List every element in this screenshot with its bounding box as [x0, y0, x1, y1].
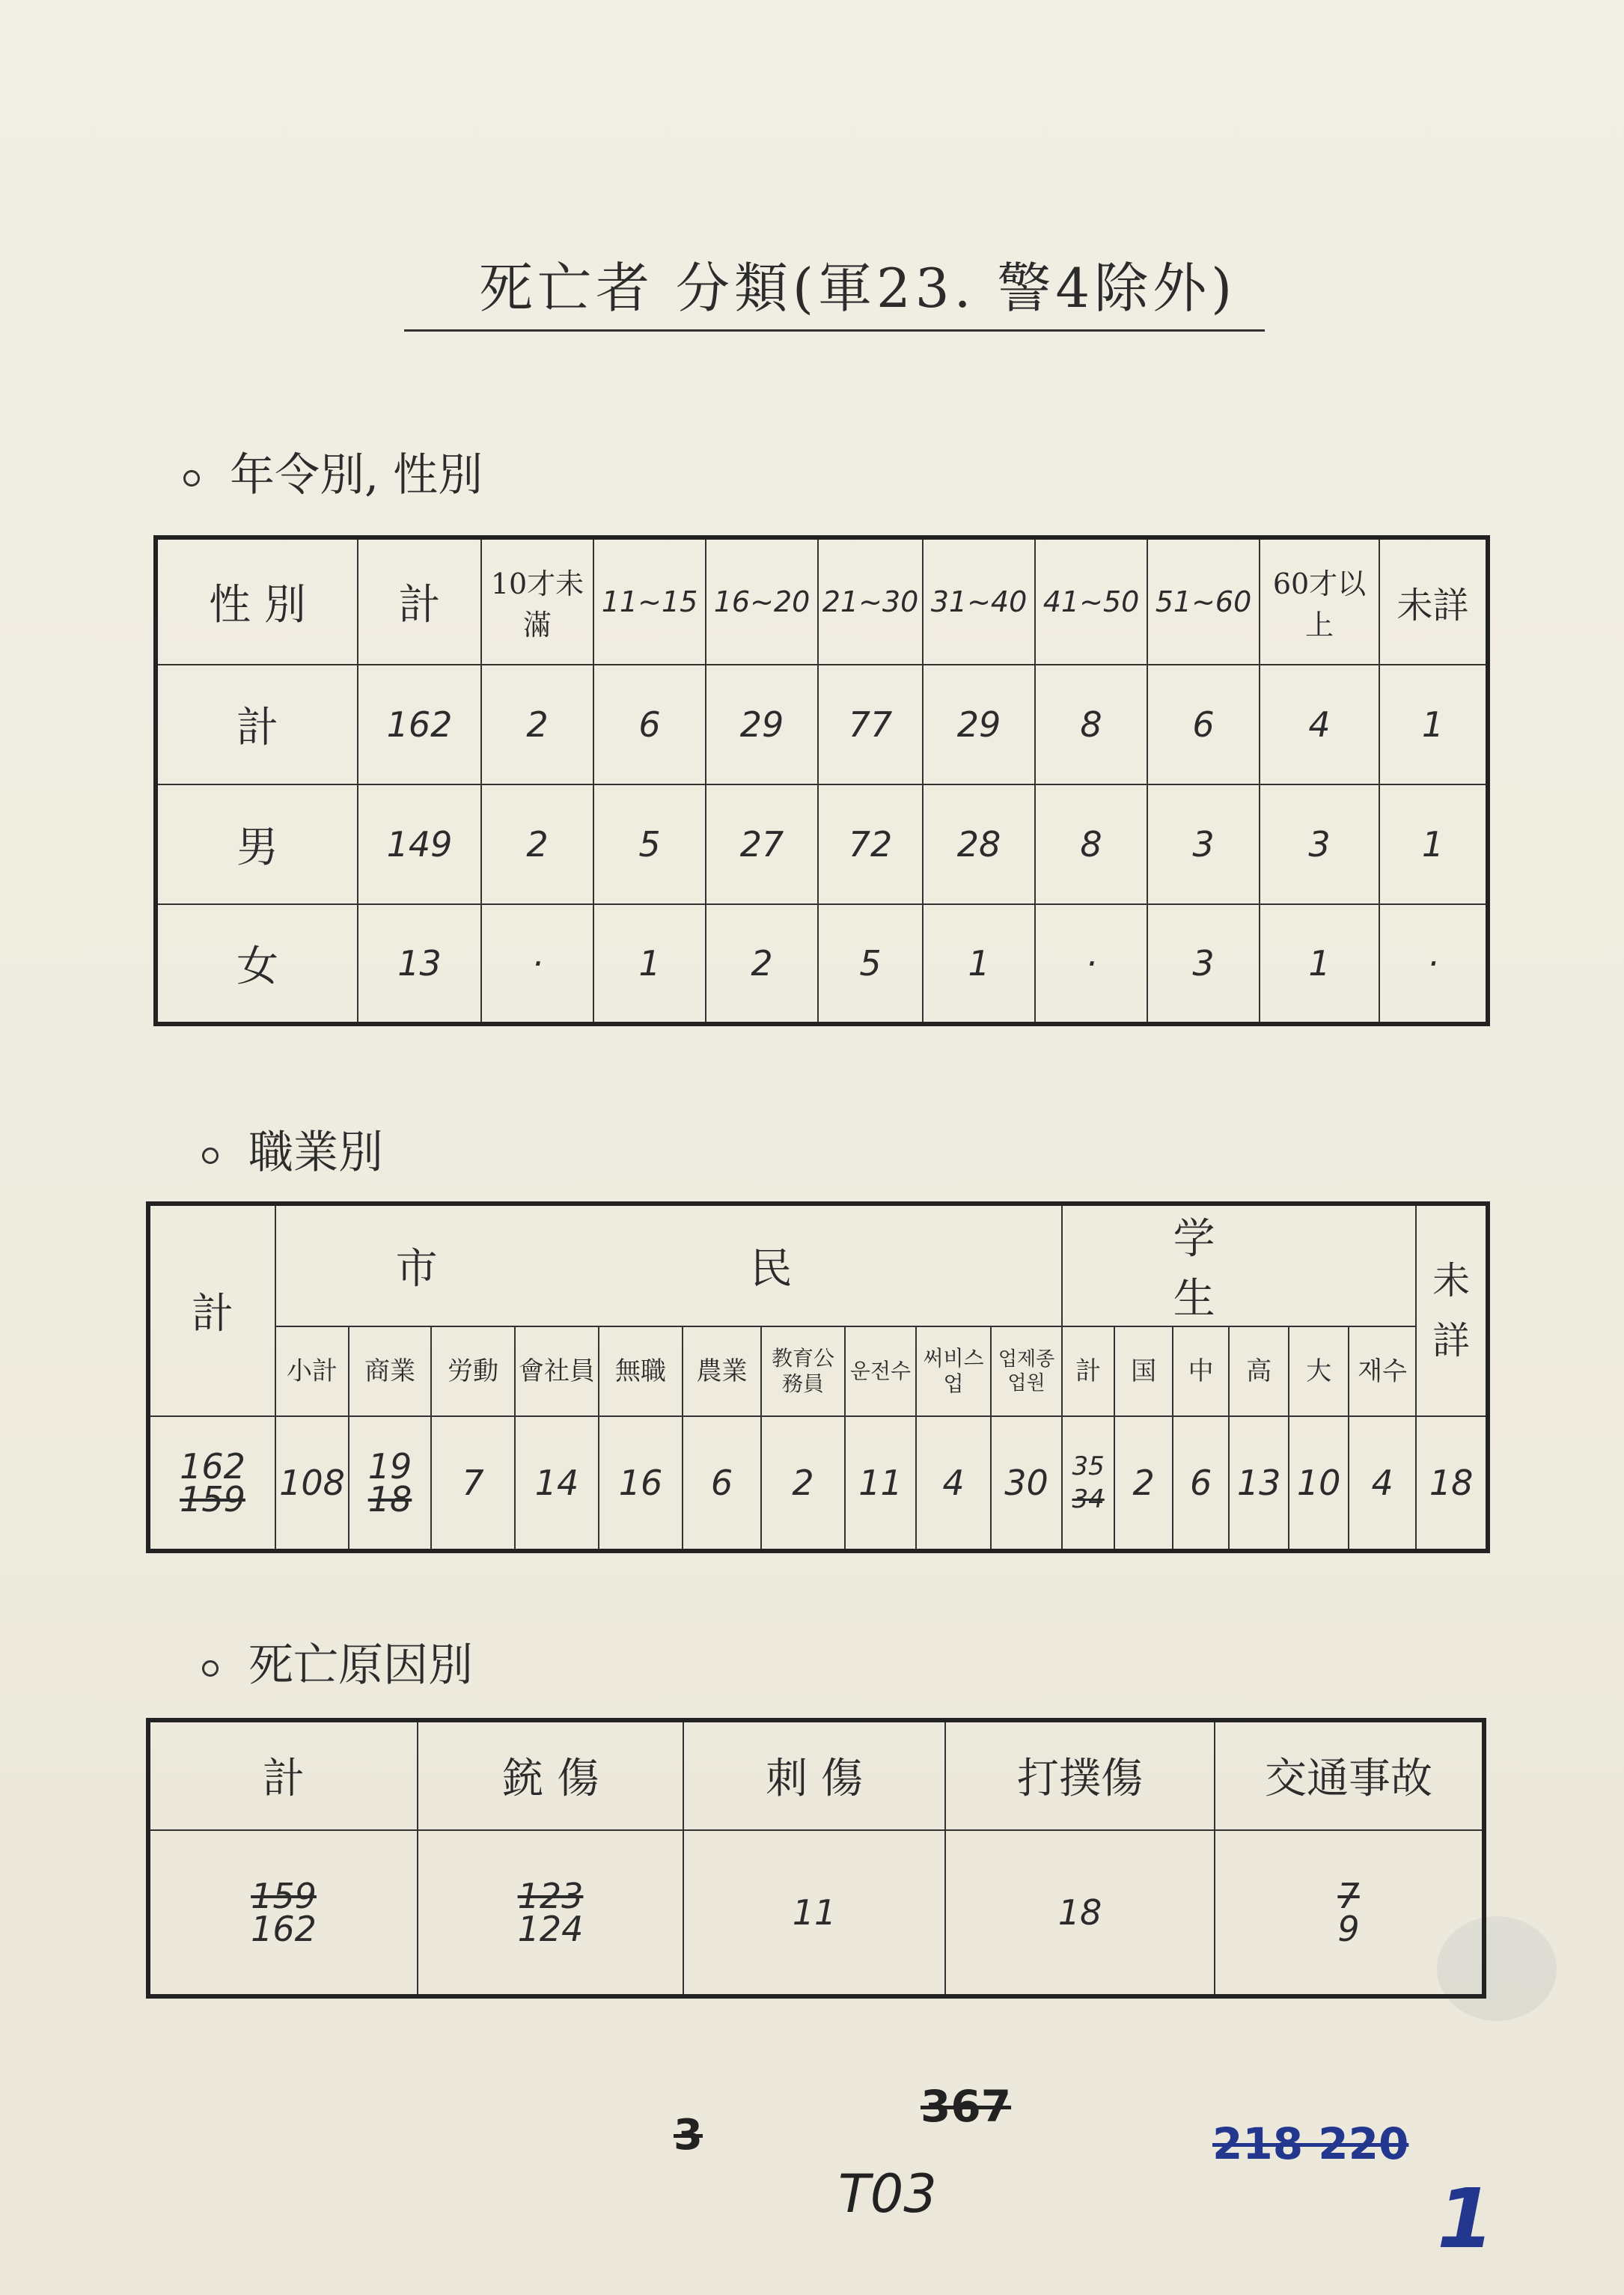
header-41-50: 41~50	[1035, 537, 1147, 665]
cell: 3	[1147, 904, 1260, 1024]
cell: 11	[845, 1416, 916, 1551]
header-elementary: 国	[1114, 1326, 1173, 1416]
cell: 1	[1260, 904, 1379, 1024]
cell: 77	[818, 665, 923, 784]
header-total: 計	[358, 537, 481, 665]
section-occupation	[202, 1123, 383, 1183]
header-company-employee: 會社員	[515, 1326, 599, 1416]
cell: 4	[1260, 665, 1379, 784]
header-high: 高	[1229, 1326, 1289, 1416]
cell: 8	[1035, 784, 1147, 904]
cell: 108	[275, 1416, 349, 1551]
cell: 4	[916, 1416, 991, 1551]
cell: 29	[923, 665, 1035, 784]
section-cause-label: 死亡原因別	[248, 1639, 473, 1692]
cell: 29	[706, 665, 818, 784]
cell: 13	[358, 904, 481, 1024]
header-subtotal: 小計	[275, 1326, 349, 1416]
title-underline	[404, 329, 1265, 332]
header-student-total: 計	[1062, 1326, 1114, 1416]
header-51-60: 51~60	[1147, 537, 1260, 665]
cell: 30	[991, 1416, 1062, 1551]
occupation-table	[146, 1201, 1490, 1553]
cell: 27	[706, 784, 818, 904]
student-total-original: 34	[1072, 1484, 1105, 1514]
cell: 16	[599, 1416, 683, 1551]
sub-header-row	[148, 1326, 1488, 1416]
cell: 10	[1289, 1416, 1349, 1551]
cell-beating: 18	[945, 1830, 1215, 1996]
section-age-sex	[183, 445, 483, 505]
total-original: 159	[251, 1875, 317, 1916]
cell: 4	[1349, 1416, 1416, 1551]
cell: 72	[818, 784, 923, 904]
row-label-total: 計	[156, 665, 358, 784]
footer-handwritten-mark: T03	[838, 2163, 937, 2225]
footer-left-number: 3	[674, 2111, 703, 2160]
cell: 14	[515, 1416, 599, 1551]
cell-stab: 11	[683, 1830, 945, 1996]
header-unknown: 未詳	[1416, 1204, 1488, 1416]
cell-student-total	[1062, 1416, 1114, 1551]
student-total-corrected: 35	[1072, 1451, 1105, 1481]
header-unknown: 未詳	[1379, 537, 1488, 665]
header-sex: 性 別	[156, 537, 358, 665]
footer-right-old-number: 218 220	[1212, 2118, 1409, 2169]
cell: 2	[761, 1416, 845, 1551]
cell: 6	[1147, 665, 1260, 784]
header-agriculture: 農業	[683, 1326, 761, 1416]
bullet-icon	[202, 1660, 219, 1677]
cell: 2	[481, 665, 593, 784]
cell: 1	[1379, 784, 1488, 904]
cell: ·	[1035, 904, 1147, 1024]
header-unemployed: 無職	[599, 1326, 683, 1416]
header-repeater: 재수	[1349, 1326, 1416, 1416]
cell: 5	[593, 784, 706, 904]
header-middle: 中	[1173, 1326, 1229, 1416]
age-sex-table	[153, 535, 1490, 1026]
header-traffic: 交通事故	[1215, 1720, 1484, 1830]
total-corrected: 162	[180, 1446, 245, 1487]
cell: 3	[1147, 784, 1260, 904]
header-driver: 운전수	[845, 1326, 916, 1416]
row-label-male: 男	[156, 784, 358, 904]
cell: 1	[1379, 665, 1488, 784]
cell: 1	[923, 904, 1035, 1024]
table-row	[156, 904, 1488, 1024]
cell: 8	[1035, 665, 1147, 784]
cause-table	[146, 1718, 1486, 1999]
header-labor: 労動	[431, 1326, 515, 1416]
total-corrected: 162	[251, 1908, 317, 1949]
group-header-row	[148, 1204, 1488, 1326]
cell: 5	[818, 904, 923, 1024]
row-label-female: 女	[156, 904, 358, 1024]
cell: 13	[1229, 1416, 1289, 1551]
header-11-15: 11~15	[593, 537, 706, 665]
cell: 2	[1114, 1416, 1173, 1551]
table-header-row	[148, 1720, 1484, 1830]
cell: 162	[358, 665, 481, 784]
footer-right-new-number: 1	[1437, 2171, 1495, 2267]
cell: 18	[1416, 1416, 1488, 1551]
header-beating: 打撲傷	[945, 1720, 1215, 1830]
bullet-icon	[202, 1148, 219, 1164]
table-header-row	[156, 537, 1488, 665]
table-row	[148, 1830, 1484, 1996]
cell-total	[148, 1830, 418, 1996]
commerce-original: 18	[367, 1479, 412, 1520]
cell: 3	[1260, 784, 1379, 904]
commerce-corrected: 19	[367, 1446, 412, 1487]
cell-total	[148, 1416, 275, 1551]
table-row	[148, 1416, 1488, 1551]
page-title: 死亡者 分類(軍23. 警4除外)	[479, 257, 1237, 320]
table-row	[156, 784, 1488, 904]
traffic-corrected: 9	[1337, 1908, 1360, 1949]
section-occupation-label: 職業別	[248, 1127, 383, 1179]
gunshot-original: 123	[517, 1875, 584, 1916]
bullet-icon	[183, 470, 200, 487]
cell: 6	[593, 665, 706, 784]
cell: ·	[1379, 904, 1488, 1024]
cell: 6	[683, 1416, 761, 1551]
header-service: 써비스업	[916, 1326, 991, 1416]
cell-traffic	[1215, 1830, 1484, 1996]
cell-commerce	[349, 1416, 431, 1551]
cell: 2	[481, 784, 593, 904]
header-under-10: 10才未滿	[481, 537, 593, 665]
cell: 7	[431, 1416, 515, 1551]
cell-gunshot	[418, 1830, 683, 1996]
header-group-citizen: 市 民	[275, 1204, 1062, 1326]
header-education-official: 教育公務員	[761, 1326, 845, 1416]
header-university: 大	[1289, 1326, 1349, 1416]
section-cause	[202, 1636, 473, 1695]
cell: 149	[358, 784, 481, 904]
footer-center-number: 367	[921, 2081, 1012, 2132]
traffic-original: 7	[1337, 1875, 1360, 1916]
header-commerce: 商業	[349, 1326, 431, 1416]
header-business-employee: 업제종업원	[991, 1326, 1062, 1416]
header-21-30: 21~30	[818, 537, 923, 665]
header-total: 計	[148, 1204, 275, 1416]
total-original: 159	[180, 1479, 245, 1520]
section-age-sex-label: 年令別, 性別	[230, 449, 483, 502]
header-group-student: 学 生	[1062, 1204, 1416, 1326]
table-row	[156, 665, 1488, 784]
header-60-over: 60才以上	[1260, 537, 1379, 665]
gunshot-corrected: 124	[517, 1908, 584, 1949]
header-stab: 刺 傷	[683, 1720, 945, 1830]
header-gunshot: 銃 傷	[418, 1720, 683, 1830]
header-total: 計	[148, 1720, 418, 1830]
cell: 28	[923, 784, 1035, 904]
cell: 2	[706, 904, 818, 1024]
cell: 6	[1173, 1416, 1229, 1551]
cell: ·	[481, 904, 593, 1024]
header-31-40: 31~40	[923, 537, 1035, 665]
cell: 1	[593, 904, 706, 1024]
header-16-20: 16~20	[706, 537, 818, 665]
